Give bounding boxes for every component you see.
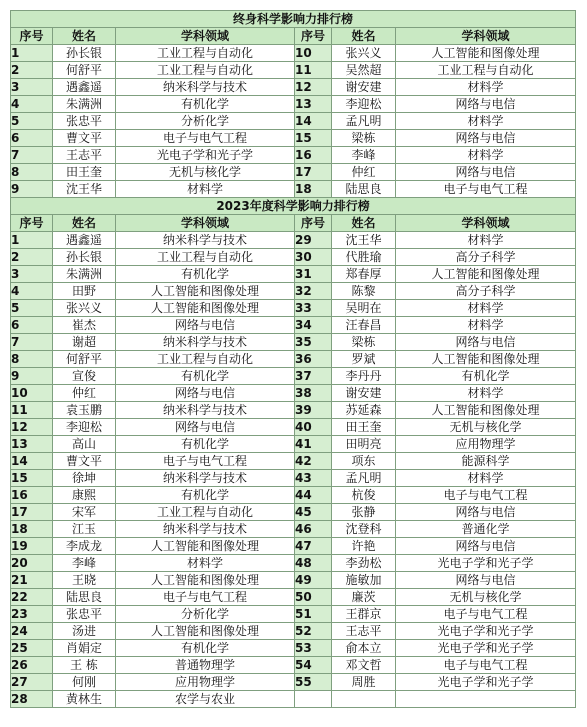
field-cell: 人工智能和图像处理 bbox=[116, 623, 295, 640]
name-cell: 陆思良 bbox=[332, 181, 396, 198]
rank-cell: 29 bbox=[295, 232, 332, 249]
rank-cell bbox=[295, 691, 332, 708]
name-cell: 李峰 bbox=[332, 147, 396, 164]
name-cell: 吴然超 bbox=[332, 62, 396, 79]
field-cell: 有机化学 bbox=[116, 368, 295, 385]
table-row bbox=[11, 674, 576, 691]
rank-cell: 7 bbox=[11, 147, 53, 164]
field-cell: 工业工程与自动化 bbox=[396, 62, 576, 79]
field-cell: 网络与电信 bbox=[116, 317, 295, 334]
field-cell: 纳米科学与技术 bbox=[116, 79, 295, 96]
name-cell: 田野 bbox=[53, 283, 116, 300]
field-cell: 应用物理学 bbox=[116, 674, 295, 691]
table-row bbox=[11, 691, 576, 708]
field-cell: 人工智能和图像处理 bbox=[116, 283, 295, 300]
name-cell: 谢安建 bbox=[332, 385, 396, 402]
rank-cell: 13 bbox=[295, 96, 332, 113]
field-cell: 电子与电气工程 bbox=[396, 181, 576, 198]
table-row bbox=[11, 249, 576, 266]
name-header: 姓名 bbox=[53, 28, 116, 45]
field-cell: 能源科学 bbox=[396, 453, 576, 470]
table-row bbox=[11, 266, 576, 283]
field-cell: 材料学 bbox=[116, 181, 295, 198]
rank-cell: 3 bbox=[11, 266, 53, 283]
rank-cell: 54 bbox=[295, 657, 332, 674]
table-row bbox=[11, 538, 576, 555]
rank-cell: 43 bbox=[295, 470, 332, 487]
name-cell: 苏延森 bbox=[332, 402, 396, 419]
field-cell: 电子与电气工程 bbox=[116, 453, 295, 470]
field-header: 学科领域 bbox=[396, 215, 576, 232]
table-row bbox=[11, 334, 576, 351]
field-cell: 网络与电信 bbox=[396, 334, 576, 351]
rank-cell: 35 bbox=[295, 334, 332, 351]
table-row bbox=[11, 402, 576, 419]
rank-cell: 49 bbox=[295, 572, 332, 589]
rank-cell: 10 bbox=[11, 385, 53, 402]
field-cell: 材料学 bbox=[116, 555, 295, 572]
rank-cell: 1 bbox=[11, 232, 53, 249]
rank-cell: 44 bbox=[295, 487, 332, 504]
name-cell: 张兴义 bbox=[53, 300, 116, 317]
table-row bbox=[11, 113, 576, 130]
name-cell: 沈登科 bbox=[332, 521, 396, 538]
name-cell: 廉茨 bbox=[332, 589, 396, 606]
table-row bbox=[11, 589, 576, 606]
table-row bbox=[11, 555, 576, 572]
name-cell: 王晓 bbox=[53, 572, 116, 589]
name-cell: 高山 bbox=[53, 436, 116, 453]
rank-cell: 34 bbox=[295, 317, 332, 334]
rank-header: 序号 bbox=[11, 28, 53, 45]
rank-cell: 10 bbox=[295, 45, 332, 62]
rank-header: 序号 bbox=[295, 28, 332, 45]
rank-cell: 17 bbox=[295, 164, 332, 181]
rank-cell: 6 bbox=[11, 130, 53, 147]
header-row bbox=[11, 28, 576, 45]
field-cell: 无机与核化学 bbox=[396, 589, 576, 606]
field-cell: 工业工程与自动化 bbox=[116, 504, 295, 521]
name-cell: 孟凡明 bbox=[332, 113, 396, 130]
name-cell: 田明亮 bbox=[332, 436, 396, 453]
name-cell: 周胜 bbox=[332, 674, 396, 691]
name-cell: 肖娟定 bbox=[53, 640, 116, 657]
field-cell: 光电子学和光子学 bbox=[396, 555, 576, 572]
rank-cell: 24 bbox=[11, 623, 53, 640]
name-cell: 邓文哲 bbox=[332, 657, 396, 674]
rank-cell: 27 bbox=[11, 674, 53, 691]
name-cell: 徐坤 bbox=[53, 470, 116, 487]
table-row bbox=[11, 470, 576, 487]
field-cell bbox=[396, 691, 576, 708]
rank-cell: 45 bbox=[295, 504, 332, 521]
name-cell: 梁栋 bbox=[332, 130, 396, 147]
field-cell: 工业工程与自动化 bbox=[116, 249, 295, 266]
rank-cell: 11 bbox=[11, 402, 53, 419]
name-cell: 李峰 bbox=[53, 555, 116, 572]
name-cell: 遇鑫遥 bbox=[53, 232, 116, 249]
name-cell: 仲红 bbox=[53, 385, 116, 402]
name-cell: 宋军 bbox=[53, 504, 116, 521]
name-header: 姓名 bbox=[332, 28, 396, 45]
table-row bbox=[11, 130, 576, 147]
field-cell: 材料学 bbox=[396, 385, 576, 402]
header-row bbox=[11, 215, 576, 232]
field-cell: 农学与农业 bbox=[116, 691, 295, 708]
table-row bbox=[11, 453, 576, 470]
field-cell: 人工智能和图像处理 bbox=[396, 351, 576, 368]
rank-cell: 40 bbox=[295, 419, 332, 436]
field-cell: 人工智能和图像处理 bbox=[116, 572, 295, 589]
name-cell: 汤进 bbox=[53, 623, 116, 640]
table-row bbox=[11, 385, 576, 402]
name-cell: 郑春厚 bbox=[332, 266, 396, 283]
name-cell: 代胜瑜 bbox=[332, 249, 396, 266]
rank-cell: 19 bbox=[11, 538, 53, 555]
rank-cell: 25 bbox=[11, 640, 53, 657]
table-row bbox=[11, 623, 576, 640]
field-cell: 光电子学和光子学 bbox=[396, 640, 576, 657]
name-cell bbox=[332, 691, 396, 708]
table-row bbox=[11, 657, 576, 674]
table-row bbox=[11, 606, 576, 623]
name-cell: 何舒平 bbox=[53, 351, 116, 368]
field-cell: 材料学 bbox=[396, 147, 576, 164]
name-cell: 李成龙 bbox=[53, 538, 116, 555]
field-cell: 人工智能和图像处理 bbox=[396, 266, 576, 283]
table-row bbox=[11, 181, 576, 198]
name-cell: 孙长银 bbox=[53, 249, 116, 266]
field-cell: 材料学 bbox=[396, 113, 576, 130]
field-cell: 分析化学 bbox=[116, 606, 295, 623]
name-cell: 朱满洲 bbox=[53, 96, 116, 113]
table-row bbox=[11, 368, 576, 385]
name-cell: 李迎松 bbox=[53, 419, 116, 436]
rank-cell: 4 bbox=[11, 283, 53, 300]
field-cell: 纳米科学与技术 bbox=[116, 470, 295, 487]
field-cell: 有机化学 bbox=[116, 266, 295, 283]
rank-cell: 6 bbox=[11, 317, 53, 334]
field-cell: 有机化学 bbox=[396, 368, 576, 385]
field-cell: 无机与核化学 bbox=[396, 419, 576, 436]
name-cell: 崔杰 bbox=[53, 317, 116, 334]
rank-cell: 36 bbox=[295, 351, 332, 368]
rank-cell: 53 bbox=[295, 640, 332, 657]
name-cell: 仲红 bbox=[332, 164, 396, 181]
field-cell: 人工智能和图像处理 bbox=[116, 538, 295, 555]
name-cell: 梁栋 bbox=[332, 334, 396, 351]
name-cell: 何舒平 bbox=[53, 62, 116, 79]
rank-cell: 2 bbox=[11, 62, 53, 79]
name-cell: 袁玉鹏 bbox=[53, 402, 116, 419]
name-cell: 陈黎 bbox=[332, 283, 396, 300]
rank-cell: 52 bbox=[295, 623, 332, 640]
rank-cell: 8 bbox=[11, 351, 53, 368]
table-row bbox=[11, 62, 576, 79]
name-cell: 遇鑫遥 bbox=[53, 79, 116, 96]
rank-cell: 31 bbox=[295, 266, 332, 283]
rank-cell: 15 bbox=[11, 470, 53, 487]
rank-cell: 26 bbox=[11, 657, 53, 674]
rank-cell: 9 bbox=[11, 181, 53, 198]
name-cell: 罗斌 bbox=[332, 351, 396, 368]
rank-cell: 39 bbox=[295, 402, 332, 419]
name-cell: 孙长银 bbox=[53, 45, 116, 62]
field-cell: 普通化学 bbox=[396, 521, 576, 538]
name-cell: 张忠平 bbox=[53, 113, 116, 130]
rank-cell: 51 bbox=[295, 606, 332, 623]
field-cell: 网络与电信 bbox=[116, 385, 295, 402]
field-cell: 有机化学 bbox=[116, 487, 295, 504]
field-cell: 材料学 bbox=[396, 232, 576, 249]
name-cell: 许艳 bbox=[332, 538, 396, 555]
rank-cell: 28 bbox=[11, 691, 53, 708]
field-cell: 电子与电气工程 bbox=[116, 130, 295, 147]
rank-cell: 18 bbox=[11, 521, 53, 538]
name-cell: 沈王华 bbox=[53, 181, 116, 198]
section-title: 终身科学影响力排行榜 bbox=[11, 11, 576, 28]
name-cell: 施敏加 bbox=[332, 572, 396, 589]
field-cell: 高分子科学 bbox=[396, 283, 576, 300]
field-cell: 电子与电气工程 bbox=[396, 657, 576, 674]
rank-cell: 48 bbox=[295, 555, 332, 572]
field-header: 学科领域 bbox=[396, 28, 576, 45]
field-cell: 普通物理学 bbox=[116, 657, 295, 674]
name-cell: 杭俊 bbox=[332, 487, 396, 504]
table-row bbox=[11, 351, 576, 368]
section-title-row bbox=[11, 198, 576, 215]
field-cell: 材料学 bbox=[396, 300, 576, 317]
field-cell: 网络与电信 bbox=[396, 164, 576, 181]
name-cell: 王群京 bbox=[332, 606, 396, 623]
table-row bbox=[11, 79, 576, 96]
field-cell: 人工智能和图像处理 bbox=[396, 45, 576, 62]
rank-cell: 11 bbox=[295, 62, 332, 79]
field-cell: 电子与电气工程 bbox=[396, 606, 576, 623]
name-cell: 康熙 bbox=[53, 487, 116, 504]
rank-header: 序号 bbox=[11, 215, 53, 232]
field-cell: 人工智能和图像处理 bbox=[116, 300, 295, 317]
name-cell: 孟凡明 bbox=[332, 470, 396, 487]
field-cell: 无机与核化学 bbox=[116, 164, 295, 181]
field-cell: 工业工程与自动化 bbox=[116, 45, 295, 62]
rank-cell: 37 bbox=[295, 368, 332, 385]
rank-cell: 16 bbox=[11, 487, 53, 504]
table-row bbox=[11, 487, 576, 504]
name-cell: 张忠平 bbox=[53, 606, 116, 623]
rank-cell: 50 bbox=[295, 589, 332, 606]
rank-cell: 7 bbox=[11, 334, 53, 351]
table-row bbox=[11, 640, 576, 657]
rank-cell: 23 bbox=[11, 606, 53, 623]
rank-cell: 55 bbox=[295, 674, 332, 691]
field-cell: 人工智能和图像处理 bbox=[396, 402, 576, 419]
rank-cell: 20 bbox=[11, 555, 53, 572]
field-cell: 网络与电信 bbox=[396, 130, 576, 147]
rank-cell: 46 bbox=[295, 521, 332, 538]
rank-cell: 14 bbox=[295, 113, 332, 130]
rank-cell: 14 bbox=[11, 453, 53, 470]
name-header: 姓名 bbox=[332, 215, 396, 232]
rank-cell: 12 bbox=[11, 419, 53, 436]
name-cell: 朱满洲 bbox=[53, 266, 116, 283]
name-cell: 张静 bbox=[332, 504, 396, 521]
table-row bbox=[11, 317, 576, 334]
name-cell: 王 栋 bbox=[53, 657, 116, 674]
field-cell: 纳米科学与技术 bbox=[116, 402, 295, 419]
field-cell: 材料学 bbox=[396, 79, 576, 96]
name-header: 姓名 bbox=[53, 215, 116, 232]
field-cell: 电子与电气工程 bbox=[116, 589, 295, 606]
rank-cell: 2 bbox=[11, 249, 53, 266]
field-cell: 光电子学和光子学 bbox=[396, 674, 576, 691]
name-cell: 陆思良 bbox=[53, 589, 116, 606]
name-cell: 汪春昌 bbox=[332, 317, 396, 334]
field-cell: 纳米科学与技术 bbox=[116, 521, 295, 538]
name-cell: 李劲松 bbox=[332, 555, 396, 572]
rank-cell: 33 bbox=[295, 300, 332, 317]
rank-cell: 12 bbox=[295, 79, 332, 96]
table-row bbox=[11, 504, 576, 521]
rank-cell: 5 bbox=[11, 113, 53, 130]
rank-cell: 41 bbox=[295, 436, 332, 453]
rank-cell: 3 bbox=[11, 79, 53, 96]
rank-cell: 47 bbox=[295, 538, 332, 555]
table-row bbox=[11, 283, 576, 300]
name-cell: 江玉 bbox=[53, 521, 116, 538]
field-cell: 光电子学和光子学 bbox=[396, 623, 576, 640]
name-cell: 田王奎 bbox=[53, 164, 116, 181]
field-cell: 工业工程与自动化 bbox=[116, 62, 295, 79]
name-cell: 曹文平 bbox=[53, 130, 116, 147]
name-cell: 沈王华 bbox=[332, 232, 396, 249]
rank-cell: 38 bbox=[295, 385, 332, 402]
field-cell: 分析化学 bbox=[116, 113, 295, 130]
rank-cell: 30 bbox=[295, 249, 332, 266]
rank-cell: 5 bbox=[11, 300, 53, 317]
field-cell: 高分子科学 bbox=[396, 249, 576, 266]
name-cell: 张兴义 bbox=[332, 45, 396, 62]
name-cell: 黄林生 bbox=[53, 691, 116, 708]
table-row bbox=[11, 572, 576, 589]
rank-cell: 16 bbox=[295, 147, 332, 164]
rank-cell: 22 bbox=[11, 589, 53, 606]
field-cell: 工业工程与自动化 bbox=[116, 351, 295, 368]
rank-cell: 1 bbox=[11, 45, 53, 62]
table-row bbox=[11, 419, 576, 436]
name-cell: 谢超 bbox=[53, 334, 116, 351]
rank-cell: 32 bbox=[295, 283, 332, 300]
field-cell: 网络与电信 bbox=[396, 572, 576, 589]
field-header: 学科领域 bbox=[116, 215, 295, 232]
name-cell: 曹文平 bbox=[53, 453, 116, 470]
table-row bbox=[11, 147, 576, 164]
rank-cell: 9 bbox=[11, 368, 53, 385]
table-row bbox=[11, 96, 576, 113]
field-cell: 网络与电信 bbox=[116, 419, 295, 436]
field-cell: 电子与电气工程 bbox=[396, 487, 576, 504]
name-cell: 王志平 bbox=[53, 147, 116, 164]
name-cell: 田王奎 bbox=[332, 419, 396, 436]
rank-cell: 15 bbox=[295, 130, 332, 147]
field-cell: 网络与电信 bbox=[396, 538, 576, 555]
field-cell: 有机化学 bbox=[116, 96, 295, 113]
field-cell: 网络与电信 bbox=[396, 96, 576, 113]
table-row bbox=[11, 521, 576, 538]
rank-cell: 17 bbox=[11, 504, 53, 521]
rank-cell: 13 bbox=[11, 436, 53, 453]
table-row bbox=[11, 232, 576, 249]
field-cell: 网络与电信 bbox=[396, 504, 576, 521]
name-cell: 项东 bbox=[332, 453, 396, 470]
field-cell: 光电子学和光子学 bbox=[116, 147, 295, 164]
field-cell: 应用物理学 bbox=[396, 436, 576, 453]
field-cell: 有机化学 bbox=[116, 640, 295, 657]
rank-cell: 42 bbox=[295, 453, 332, 470]
field-header: 学科领域 bbox=[116, 28, 295, 45]
table-row bbox=[11, 300, 576, 317]
name-cell: 吴明在 bbox=[332, 300, 396, 317]
field-cell: 材料学 bbox=[396, 470, 576, 487]
field-cell: 纳米科学与技术 bbox=[116, 232, 295, 249]
ranking-table bbox=[10, 10, 576, 708]
name-cell: 王志平 bbox=[332, 623, 396, 640]
name-cell: 李迎松 bbox=[332, 96, 396, 113]
table-row bbox=[11, 164, 576, 181]
rank-cell: 8 bbox=[11, 164, 53, 181]
rank-header: 序号 bbox=[295, 215, 332, 232]
table-row bbox=[11, 436, 576, 453]
rank-cell: 4 bbox=[11, 96, 53, 113]
name-cell: 俞本立 bbox=[332, 640, 396, 657]
field-cell: 材料学 bbox=[396, 317, 576, 334]
section-title-row bbox=[11, 11, 576, 28]
table-row bbox=[11, 45, 576, 62]
rank-cell: 21 bbox=[11, 572, 53, 589]
name-cell: 宣俊 bbox=[53, 368, 116, 385]
field-cell: 有机化学 bbox=[116, 436, 295, 453]
rank-cell: 18 bbox=[295, 181, 332, 198]
name-cell: 李丹丹 bbox=[332, 368, 396, 385]
name-cell: 谢安建 bbox=[332, 79, 396, 96]
section-title: 2023年度科学影响力排行榜 bbox=[11, 198, 576, 215]
field-cell: 纳米科学与技术 bbox=[116, 334, 295, 351]
name-cell: 何刚 bbox=[53, 674, 116, 691]
